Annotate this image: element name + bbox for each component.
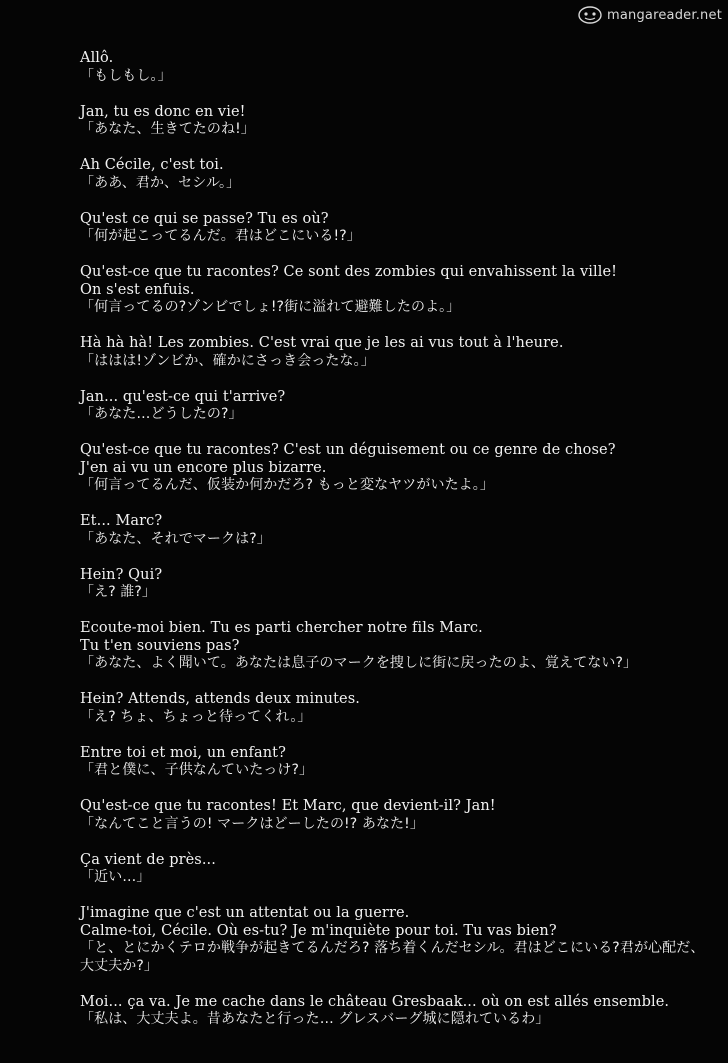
french-line: Qu'est ce qui se passe? Tu es où?	[80, 210, 329, 227]
japanese-line: 「と、とにかくテロか戦争が起きてるんだろ? 落ち着くんだセシル。君はどこにいる?君が心配だ、	[80, 940, 705, 956]
japanese-line: 大丈夫か?」	[80, 957, 159, 974]
japanese-line: 「私は、大丈夫よ。昔あなたと行った… グレスバーグ城に隠れているわ」	[80, 1011, 550, 1027]
french-line: Qu'est-ce que tu racontes! Et Marc, que devient-il? Jan!	[80, 798, 496, 814]
french-line: Hein? Attends, attends deux minutes.	[80, 691, 360, 707]
french-line: Entre toi et moi, un enfant?	[80, 744, 286, 761]
french-line: Moi... ça va. Je me cache dans le château Gresbaak... où on est allés ensemble.	[80, 993, 670, 1010]
dialogue-block	[80, 50, 700, 85]
japanese-line: 「ああ、君か、セシル。」	[80, 174, 241, 191]
french-line: J'en ai vu un encore plus bizarre.	[80, 459, 327, 476]
french-line: Ça vient de près...	[80, 851, 216, 868]
dialogue-block	[80, 104, 700, 139]
japanese-line: 「何言ってるんだ、仮装か何かだろ? もっと変なヤツがいたよ。」	[80, 477, 494, 493]
dialogue-block	[80, 264, 700, 317]
japanese-line: 「あなた、それでマークは?」	[80, 530, 271, 547]
french-line: Qu'est-ce que tu racontes? Ce sont des zombies qui envahissent la ville!	[80, 264, 618, 280]
french-line: Et... Marc?	[80, 513, 163, 529]
watermark	[577, 6, 722, 24]
japanese-line: 「ははは!ゾンビか、確かにさっき会ったな。」	[80, 352, 375, 369]
watermark-text: mangareader.net	[607, 7, 722, 23]
dialogue-block	[80, 798, 700, 833]
japanese-line: 「何言ってるの?ゾンビでしょ!?街に溢れて避難したのよ。」	[80, 299, 461, 315]
french-line: Jan, tu es donc en vie!	[80, 103, 246, 120]
dialogue-block	[80, 567, 700, 602]
french-line: Calme-toi, Cécile. Où es-tu? Je m'inquiète pour toi. Tu vas bien?	[80, 922, 557, 939]
dialogue-block	[80, 620, 700, 673]
french-line: Ecoute-moi bien. Tu es parti chercher notre fils Marc.	[80, 620, 483, 636]
dialogue-block	[80, 745, 700, 780]
japanese-line: 「なんてこと言うの! マークはどーしたの!? あなた!」	[80, 815, 424, 832]
japanese-line: 「近い…」	[80, 869, 151, 885]
dialogue-block	[80, 852, 700, 887]
japanese-line: 「君と僕に、子供なんていたっけ?」	[80, 762, 314, 778]
french-line: Jan... qu'est-ce qui t'arrive?	[80, 388, 286, 405]
dialogue-block	[80, 994, 700, 1029]
japanese-line: 「あなた、生きてたのね!」	[80, 121, 255, 137]
dialogue-block	[80, 211, 700, 246]
dialogue-block	[80, 513, 700, 548]
dialogue-text	[80, 50, 705, 1047]
dialogue-block	[80, 442, 700, 495]
japanese-line: 「え? ちょ、ちょっと待ってくれ。」	[80, 708, 312, 725]
dialogue-block	[80, 157, 700, 192]
japanese-line: 「あなた…どうしたの?」	[80, 406, 243, 422]
face-logo-icon	[577, 6, 603, 24]
japanese-line: 「あなた、よく聞いて。あなたは息子のマークを捜しに街に戻ったのよ、覚えてない?」	[80, 655, 638, 671]
japanese-line: 「もしもし。」	[80, 67, 172, 84]
french-line: On s'est enfuis.	[80, 281, 195, 298]
french-line: Allô.	[80, 50, 114, 66]
dialogue-block	[80, 905, 705, 975]
french-line: Qu'est-ce que tu racontes? C'est un déguisement ou ce genre de chose?	[80, 442, 616, 458]
french-line: J'imagine que c'est un attentat ou la guerre.	[80, 905, 410, 921]
japanese-line: 「何が起こってるんだ。君はどこにいる!?」	[80, 228, 361, 244]
french-line: Tu t'en souviens pas?	[80, 637, 240, 654]
french-line: Hà hà hà! Les zombies. C'est vrai que je les ai vus tout à l'heure.	[80, 335, 564, 351]
dialogue-block	[80, 691, 700, 726]
french-line: Ah Cécile, c'est toi.	[80, 157, 224, 173]
french-line: Hein? Qui?	[80, 566, 163, 583]
dialogue-block	[80, 335, 700, 370]
dialogue-block	[80, 389, 700, 424]
japanese-line: 「え? 誰?」	[80, 584, 157, 600]
